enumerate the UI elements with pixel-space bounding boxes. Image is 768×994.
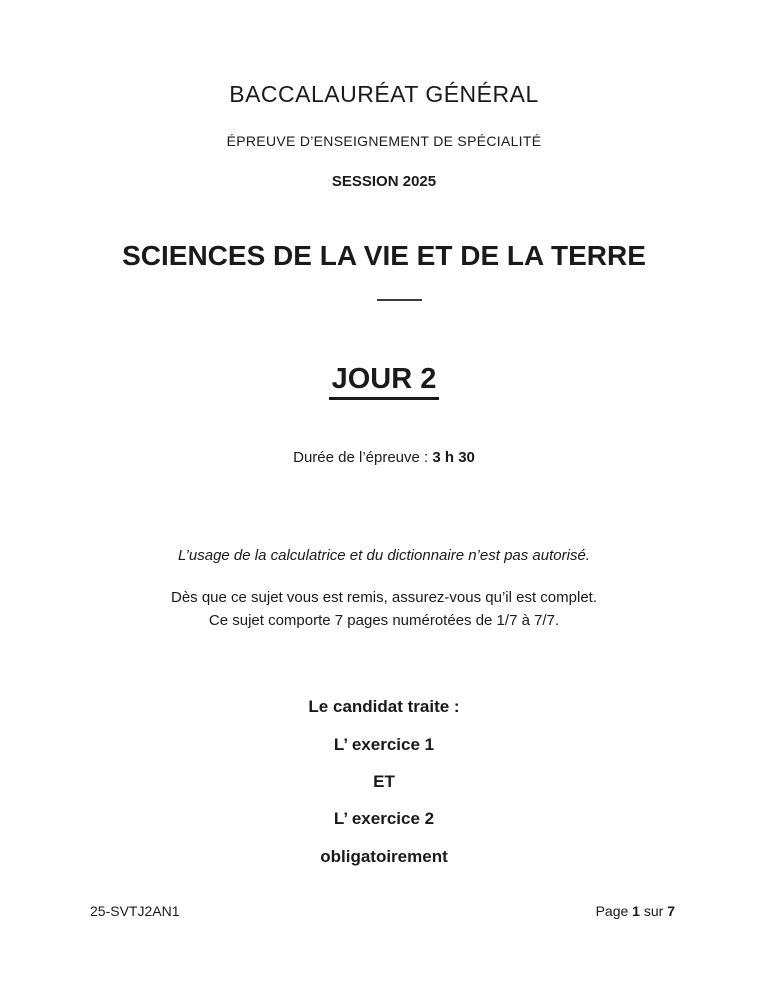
footer-page-separator: sur [639,903,668,919]
title-divider [377,299,422,301]
instruction-item-exercise-1: L’ exercice 1 [333,735,435,754]
pages-count-notice: Ce sujet comporte 7 pages numérotées de 1/7 à 7/7. [208,612,560,629]
footer-page-prefix: Page [595,903,633,919]
exam-type-title: BACCALAURÉAT GÉNÉRAL [229,81,539,107]
instruction-item-obligatoirement: obligatoirement [320,847,448,866]
instruction-item-exercise-2: L’ exercice 2 [333,809,435,828]
completeness-notice: Dès que ce sujet vous est remis, assurez-vous qu’il est complet. [170,589,597,606]
duration-value: 3 h 30 [432,449,475,466]
day-heading-wrap [0,364,768,404]
candidate-instruction-intro: Le candidat traite : [308,697,460,716]
session-heading: SESSION 2025 [331,173,437,190]
instruction-item-et: ET [373,772,395,791]
materials-notice: L’usage de la calculatrice et du dictionnaire n’est pas autorisé. [178,547,590,564]
day-heading: JOUR 2 [329,365,440,400]
duration-line [0,447,768,469]
subject-title: SCIENCES DE LA VIE ET DE LA TERRE [122,240,646,271]
footer-page-total: 7 [667,903,675,919]
footer-subject-reference: 25-SVTJ2AN1 [90,903,180,919]
exam-subtitle: ÉPREUVE D’ENSEIGNEMENT DE SPÉCIALITÉ [226,133,542,149]
footer-page-number: 1 [632,903,640,919]
footer-page-indicator [596,901,675,921]
duration-label: Durée de l’épreuve : [293,449,433,466]
